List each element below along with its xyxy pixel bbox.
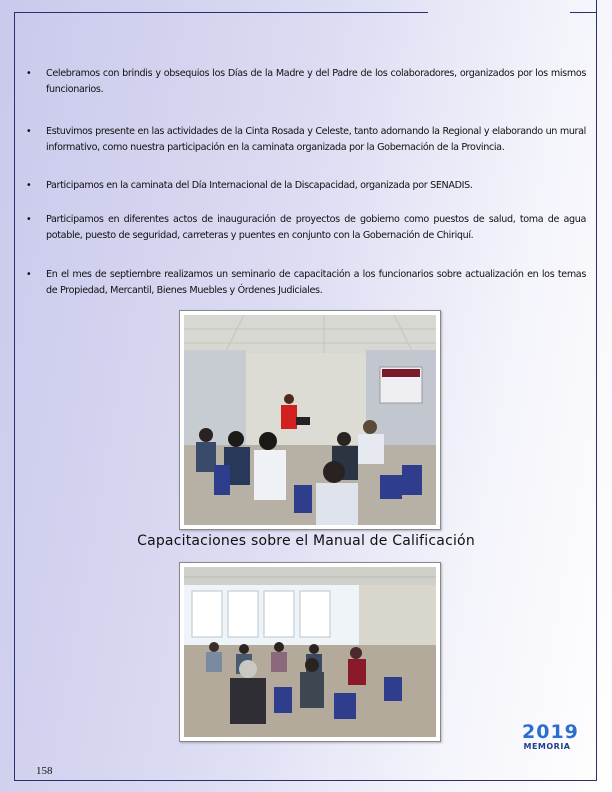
list-item [26, 178, 586, 194]
bullet-text: Estuvimos presente en las actividades de la Cinta Rosada y Celeste, tanto adornando la Regional y elaborando un mural informativo, como nuestra participación en la caminata organizada por la Gobernación de la Provincia. [46, 126, 586, 153]
bullet-marker: • [26, 68, 32, 79]
bullet-marker: • [26, 269, 32, 280]
bullet-text: Participamos en la caminata del Día Internacional de la Discapacidad, organizada por SENADIS. [46, 180, 473, 191]
training-photo-1 [179, 310, 441, 530]
training-photo-2-image [184, 567, 436, 737]
frame-top-line [14, 12, 428, 13]
bullet-marker: • [26, 214, 32, 225]
list-item [26, 212, 586, 243]
list-item [26, 267, 586, 298]
logo-word: MEMORIA [523, 742, 571, 751]
bullet-text: Participamos en diferentes actos de inauguración de proyectos de gobierno como puestos de salud, toma de agua potable, puesto de seguridad, carreteras y puentes en conjunto con la Gobernación de Chiriquí. [46, 214, 586, 241]
bullet-marker: • [26, 126, 32, 137]
frame-bottom-line [14, 780, 596, 781]
frame-right-line [596, 0, 597, 781]
training-photo-2 [179, 562, 441, 742]
bullet-text: Celebramos con brindis y obsequios los Días de la Madre y del Padre de los colaboradores, organizados por los mismos funcionarios. [46, 68, 586, 95]
training-photo-1-image [184, 315, 436, 525]
bullet-marker: • [26, 180, 32, 191]
bullet-text: En el mes de septiembre realizamos un seminario de capacitación a los funcionarios sobre actualización en los temas de Propiedad, Mercantil, Bienes Muebles y Órdenes Judiciales. [46, 269, 586, 296]
photo-caption: Capacitaciones sobre el Manual de Calificación [137, 533, 475, 549]
frame-left-line [14, 12, 15, 780]
list-item [26, 66, 586, 97]
list-item [26, 124, 586, 155]
memoria-2019-logo [522, 721, 579, 751]
page-number: 158 [36, 765, 53, 777]
frame-corner-line [570, 0, 596, 13]
logo-year: 2019 [522, 721, 579, 743]
